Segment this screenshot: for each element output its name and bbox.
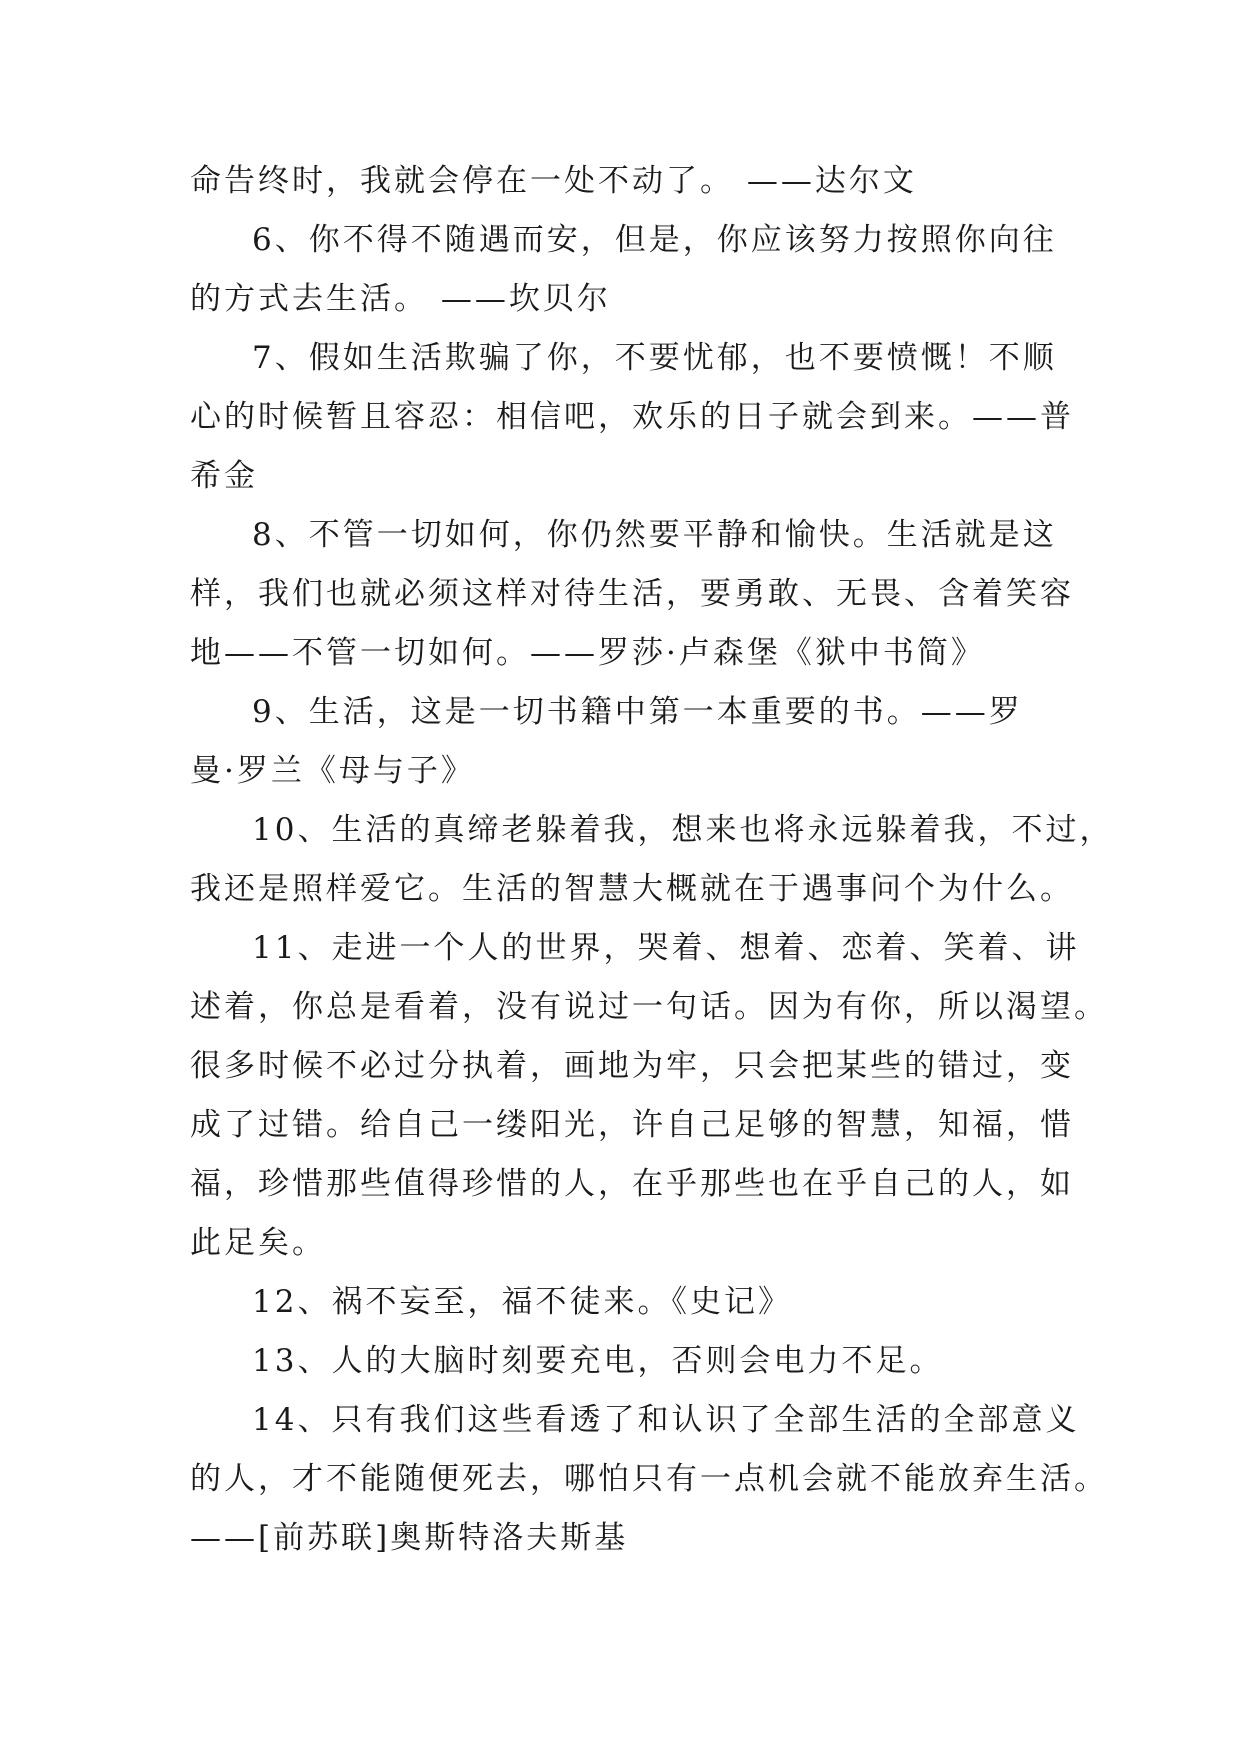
text-line: 福，珍惜那些值得珍惜的人，在乎那些也在乎自己的人，如 xyxy=(190,1166,1074,1202)
text-line: 10、生活的真缔老躲着我，想来也将永远躲着我，不过， xyxy=(252,812,1114,848)
text-line: 7、假如生活欺骗了你，不要忧郁，也不要愤慨！不顺 xyxy=(252,340,1057,376)
text-line: 的人，才不能随便死去，哪怕只有一点机会就不能放弃生活。 xyxy=(190,1461,1108,1497)
text-line: 我还是照样爱它。生活的智慧大概就在于遇事问个为什么。 xyxy=(190,871,1074,907)
text-line: 样，我们也就必须这样对待生活，要勇敢、无畏、含着笑容 xyxy=(190,576,1074,612)
text-line: 8、不管一切如何，你仍然要平静和愉快。生活就是这 xyxy=(252,517,1057,553)
document-body xyxy=(190,152,1114,1568)
text-line: 心的时候暂且容忍：相信吧，欢乐的日子就会到来。——普 xyxy=(190,399,1074,435)
text-line: 成了过错。给自己一缕阳光，许自己足够的智慧，知福，惜 xyxy=(190,1107,1074,1143)
text-line: 曼·罗兰《母与子》 xyxy=(190,753,475,789)
text-line: 12、祸不妄至，福不徒来。《史记》 xyxy=(252,1284,792,1320)
text-line: 命告终时，我就会停在一处不动了。 ——达尔文 xyxy=(190,163,917,199)
text-line: 地——不管一切如何。——罗莎·卢森堡《狱中书简》 xyxy=(190,635,985,671)
text-line: 6、你不得不随遇而安，但是，你应该努力按照你向往 xyxy=(252,222,1057,258)
text-line: 希金 xyxy=(190,458,258,494)
text-line: 很多时候不必过分执着，画地为牢，只会把某些的错过，变 xyxy=(190,1048,1074,1084)
text-line: 的方式去生活。 ——坎贝尔 xyxy=(190,281,611,317)
text-line: 9、生活，这是一切书籍中第一本重要的书。——罗 xyxy=(252,694,1023,730)
text-line: 13、人的大脑时刻要充电，否则会电力不足。 xyxy=(252,1343,944,1379)
text-line: 14、只有我们这些看透了和认识了全部生活的全部意义 xyxy=(252,1402,1080,1438)
text-line: 11、走进一个人的世界，哭着、想着、恋着、笑着、讲 xyxy=(252,930,1080,966)
text-line: ——[前苏联]奥斯特洛夫斯基 xyxy=(190,1520,629,1556)
text-line: 此足矣。 xyxy=(190,1225,326,1261)
text-line: 述着，你总是看着，没有说过一句话。因为有你，所以渴望。 xyxy=(190,989,1108,1025)
